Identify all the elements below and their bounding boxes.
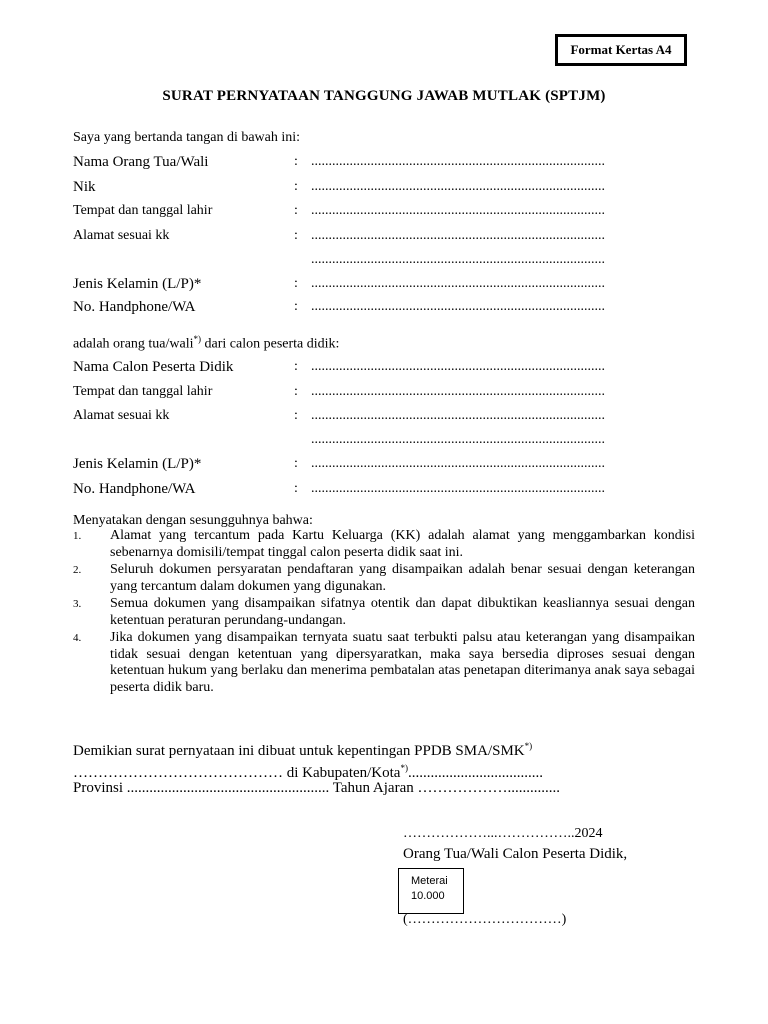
- relation-rest: dari calon peserta didik:: [201, 336, 340, 352]
- field-label: Alamat sesuai kk: [73, 228, 170, 243]
- closing-place-text: …………………………………… di Kabupaten/Kota: [73, 765, 401, 781]
- stamp-duty-value: 10.000: [411, 890, 445, 902]
- closing-place-fill: ....................................: [407, 765, 543, 781]
- field-colon: :: [294, 154, 298, 169]
- field-colon: :: [294, 203, 298, 218]
- field-colon: :: [294, 359, 298, 374]
- relation-main: adalah orang tua/wali: [73, 336, 194, 352]
- field-colon: :: [294, 456, 298, 471]
- field-fill-line: ....................................................................................: [311, 228, 605, 243]
- field-fill-line: ....................................................................................: [311, 276, 605, 291]
- field-label: Nama Orang Tua/Wali: [73, 154, 209, 170]
- statement-item: [73, 596, 695, 629]
- field-label: Tempat dan tanggal lahir: [73, 203, 213, 218]
- field-fill-line: ....................................................................................: [311, 432, 605, 447]
- statement-number: 3.: [73, 598, 82, 610]
- field-fill-line: ....................................................................................: [311, 252, 605, 267]
- field-label: Nama Calon Peserta Didik: [73, 359, 234, 375]
- field-colon: :: [294, 228, 298, 243]
- field-fill-line: ....................................................................................: [311, 203, 605, 218]
- statement-number: 4.: [73, 632, 82, 644]
- field-fill-line: ....................................................................................: [311, 154, 605, 169]
- field-colon: :: [294, 179, 298, 194]
- statement-text: Jika dokumen yang disampaikan ternyata suatu saat terbukti palsu atau keterangan yang disampaikan tidak sesuai dengan ketentuan yang dipersyaratkan, maka saya bersedia diproses sesuai dengan ketentuan hukum yang berlaku dan menerima pembatalan atas penetapan diterimanya anak saya sebagai peserta didik baru.: [110, 630, 695, 695]
- field-colon: :: [294, 481, 298, 496]
- statement-list: [73, 528, 695, 697]
- field-label: Alamat sesuai kk: [73, 408, 170, 423]
- statement-item: [73, 630, 695, 696]
- statement-text: Seluruh dokumen persyaratan pendaftaran yang disampaikan adalah benar sesuai dengan keterangan yang tercantum dalam dokumen yang digunakan.: [110, 562, 695, 594]
- statement-item: [73, 562, 695, 595]
- field-label: No. Handphone/WA: [73, 481, 196, 497]
- statement-text: Alamat yang tercantum pada Kartu Keluarga (KK) adalah alamat yang menggambarkan kondisi sebenarnya domisili/tempat tinggal calon peserta didik saat ini.: [110, 528, 695, 560]
- field-colon: :: [294, 408, 298, 423]
- closing-line-province: Provinsi ...................................................... Tahun Ajaran ………………..............: [73, 780, 560, 796]
- field-fill-line: ....................................................................................: [311, 299, 605, 314]
- field-fill-line: ....................................................................................: [311, 481, 605, 496]
- field-label: No. Handphone/WA: [73, 299, 196, 315]
- statement-text: Semua dokumen yang disampaikan sifatnya otentik dan dapat dibuktikan keasliannya sesuai dengan ketentuan peraturan perundang-undangan.: [110, 596, 695, 628]
- stamp-duty-label: Meterai: [411, 875, 448, 887]
- closing-line-purpose: [73, 741, 532, 760]
- relation-footnote-mark: *): [193, 334, 202, 344]
- declaration-intro: Menyatakan dengan sesungguhnya bahwa:: [73, 513, 313, 528]
- field-fill-line: ....................................................................................: [311, 179, 605, 194]
- signature-date: ………………...……………..2024: [403, 826, 603, 841]
- statement-number: 1.: [73, 530, 82, 542]
- closing-place-footnote-mark: *): [400, 763, 408, 773]
- closing-footnote-mark: *): [524, 741, 533, 751]
- statement-item: [73, 528, 695, 561]
- field-colon: :: [294, 384, 298, 399]
- field-colon: :: [294, 276, 298, 291]
- paper-format-label: [555, 34, 687, 66]
- field-label: Nik: [73, 179, 96, 195]
- relation-text: [73, 334, 339, 353]
- closing-purpose-text: Demikian surat pernyataan ini dibuat untuk kepentingan PPDB SMA/SMK: [73, 743, 525, 759]
- field-label: Jenis Kelamin (L/P)*: [73, 276, 202, 292]
- paper-format-text: Format Kertas A4: [570, 42, 672, 57]
- intro-text: Saya yang bertanda tangan di bawah ini:: [73, 130, 301, 145]
- field-fill-line: ....................................................................................: [311, 456, 605, 471]
- stamp-duty-box: [398, 868, 464, 914]
- document-title: SURAT PERNYATAAN TANGGUNG JAWAB MUTLAK (SPTJM): [162, 88, 606, 104]
- field-colon: :: [294, 299, 298, 314]
- field-fill-line: ....................................................................................: [311, 384, 605, 399]
- field-label: Jenis Kelamin (L/P)*: [73, 456, 202, 472]
- signature-role: Orang Tua/Wali Calon Peserta Didik,: [403, 846, 628, 862]
- field-fill-line: ....................................................................................: [311, 408, 605, 423]
- field-fill-line: ....................................................................................: [311, 359, 605, 374]
- signature-name-line: (……………………………): [403, 912, 567, 927]
- field-label: Tempat dan tanggal lahir: [73, 384, 213, 399]
- statement-number: 2.: [73, 564, 82, 576]
